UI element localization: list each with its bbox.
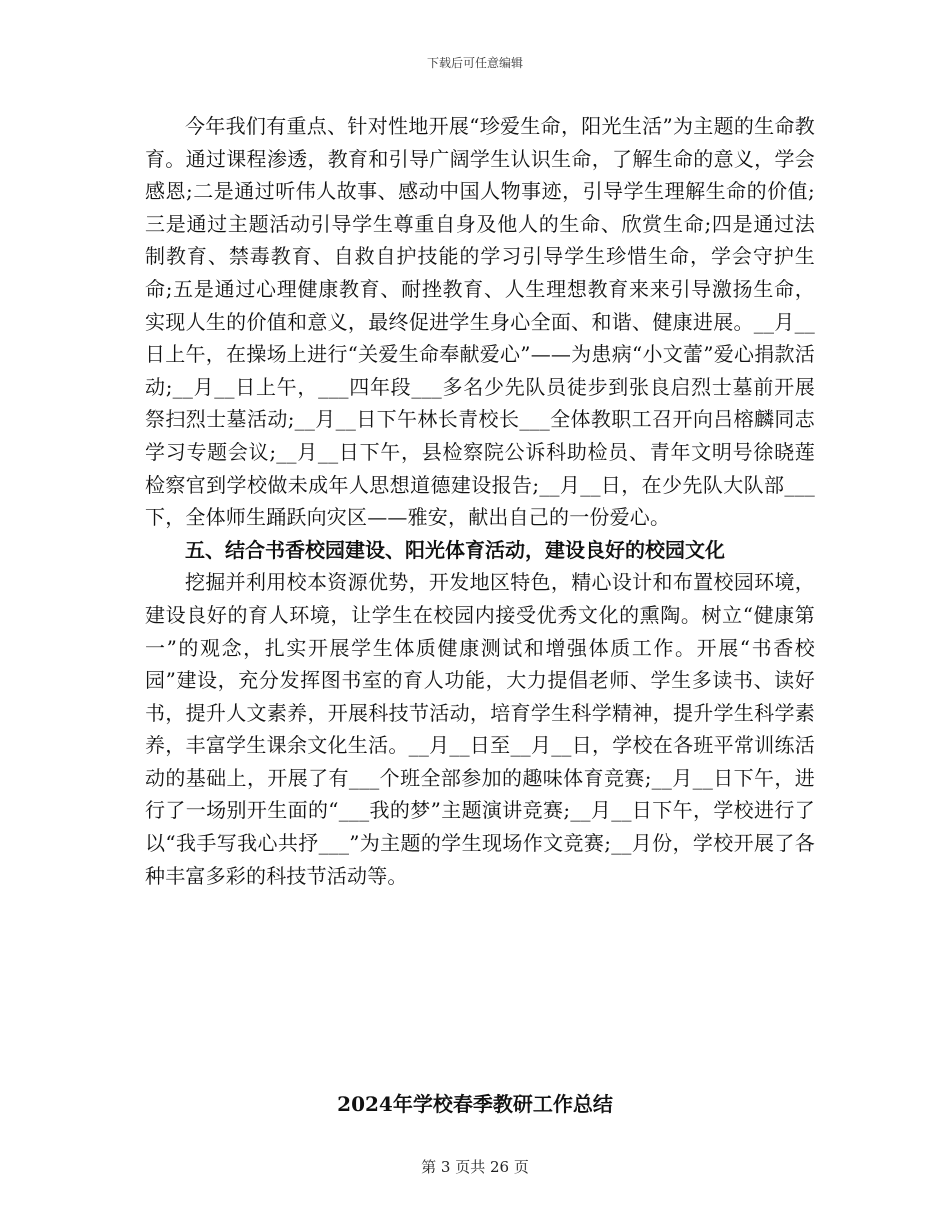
page-header-note: 下载后可任意编辑 xyxy=(426,56,523,70)
section-heading-5: 五、结合书香校园建设、阳光体育活动，建设良好的校园文化 xyxy=(185,537,725,562)
paragraph-campus-culture: 挖掘并利用校本资源优势，开发地区特色，精心设计和布置校园环境，建设良好的育人环境，让学生在校园内接受优秀文化的熏陶。树立“健康第一”的观念，扎实开展学生体质健康测试和增强体质工作。开展“书香校园”建设，充分发挥图书室的育人功能，大力提倡老师、学生多读书、读好书，提升人文素养，开展科技节活动，培育学生科学精神，提升学生科学素养，丰富学生课余文化生活。__月__日至__月__日，学校在各班平常训练活动的基础上，开展了有___个班全部参加的趣味体育竞赛;__月__日下午，进行了一场别开生面的“___我的梦”主题演讲竞赛;__月__日下午，学校进行了以“我手写我心共抒___”为主题的学生现场作文竞赛;__月份，学校开展了各种丰富多彩的科技节活动等。 xyxy=(145,570,815,888)
next-document-title: 2024年学校春季教研工作总结 xyxy=(337,1092,613,1116)
paragraph-life-education: 今年我们有重点、针对性地开展“珍爱生命，阳光生活”为主题的生命教育。通过课程渗透，教育和引导广阔学生认识生命，了解生命的意义，学会感恩;二是通过听伟人故事、感动中国人物事迹，引导学生理解生命的价值;三是通过主题活动引导学生尊重自身及他人的生命、欣赏生命;四是通过法制教育、禁毒教育、自救自护技能的学习引导学生珍惜生命，学会守护生命;五是通过心理健康教育、耐挫教育、人生理想教育来来引导激扬生命，实现人生的价值和意义，最终促进学生身心全面、和谐、健康进展。__月__日上午，在操场上进行“关爱生命奉献爱心”——为患病“小文蕾”爱心捐款活动;__月__日上午，___四年段___多名少先队员徒步到张良启烈士墓前开展祭扫烈士墓活动;__月__日下午林长青校长___全体教职工召开向吕榕麟同志学习专题会议;__月__日下午，县检察院公诉科助检员、青年文明号徐晓莲检察官到学校做未成年人思想道德建设报告;__月__日，在少先队大队部___下，全体师生踊跃向灾区——雅安，献出自己的一份爱心。 xyxy=(145,114,815,530)
page-number-footer: 第 3 页共 26 页 xyxy=(421,1158,529,1176)
document-body xyxy=(145,110,815,892)
